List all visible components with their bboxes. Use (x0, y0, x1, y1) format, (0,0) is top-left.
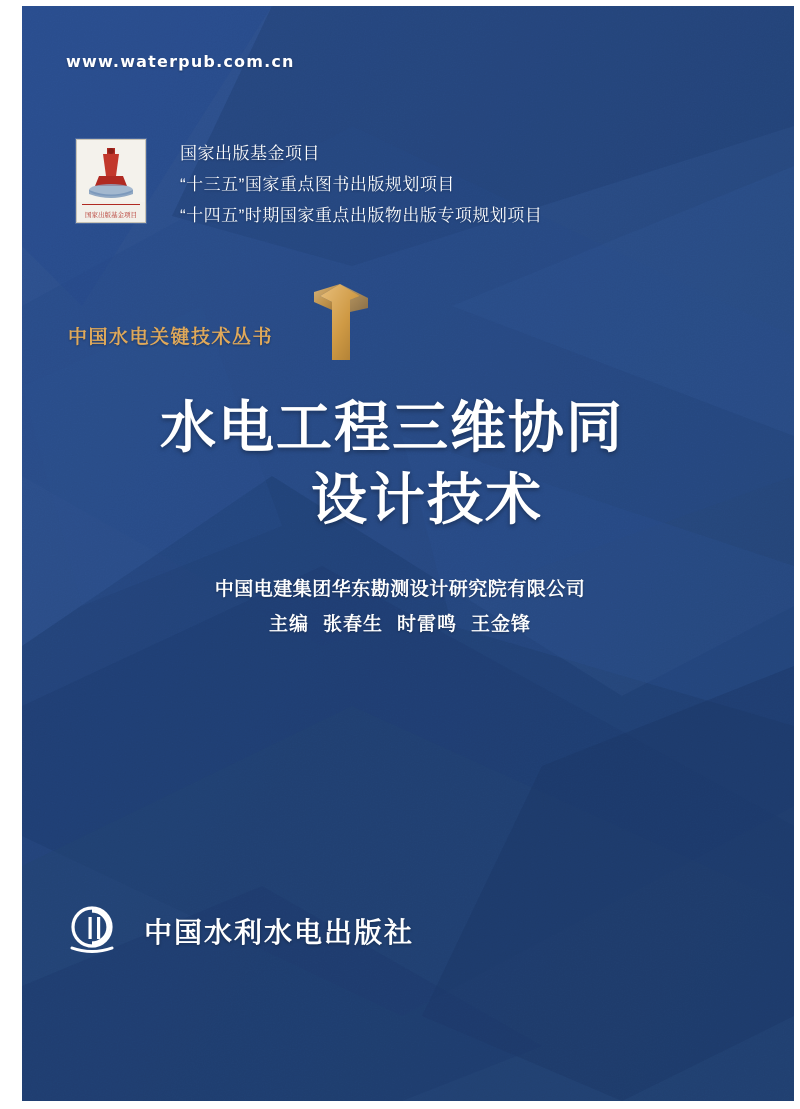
badge-underline (82, 204, 140, 205)
badge-emblem-icon (77, 140, 145, 202)
publisher-logo-icon (66, 905, 132, 955)
organization-name: 中国电建集团华东勘测设计研究院有限公司 (214, 579, 586, 600)
project-line-1: 国家出版基金项目 (180, 144, 320, 163)
top-margin (0, 0, 800, 6)
gold-ornament-icon (306, 282, 378, 362)
right-margin (794, 0, 800, 1109)
editor-3: 王金锋 (471, 614, 532, 635)
publisher-name: 中国水利水电出版社 (144, 916, 415, 949)
bottom-margin (0, 1101, 800, 1109)
publisher-url: www.waterpub.com.cn (66, 52, 295, 71)
page-title (0, 392, 772, 536)
publisher-block (66, 905, 486, 975)
title-line-2: 设计技术 (311, 468, 543, 531)
editor-role-label: 主编 (268, 614, 309, 635)
project-line-3: “十四五”时期国家重点出版物出版专项规划项目 (180, 206, 543, 225)
left-margin (0, 0, 22, 1109)
project-lines (180, 138, 542, 231)
series-label: 中国水电关键技术丛书 (68, 327, 274, 348)
editors-line (0, 609, 800, 636)
project-line-2: “十三五”国家重点图书出版规划项目 (180, 175, 455, 194)
national-publication-fund-badge (76, 139, 146, 223)
title-line-1: 水电工程三维协同 (160, 396, 624, 459)
editor-1: 张春生 (322, 614, 383, 635)
editor-2: 时雷鸣 (397, 614, 458, 635)
badge-caption: 国家出版基金项目 (85, 212, 137, 219)
